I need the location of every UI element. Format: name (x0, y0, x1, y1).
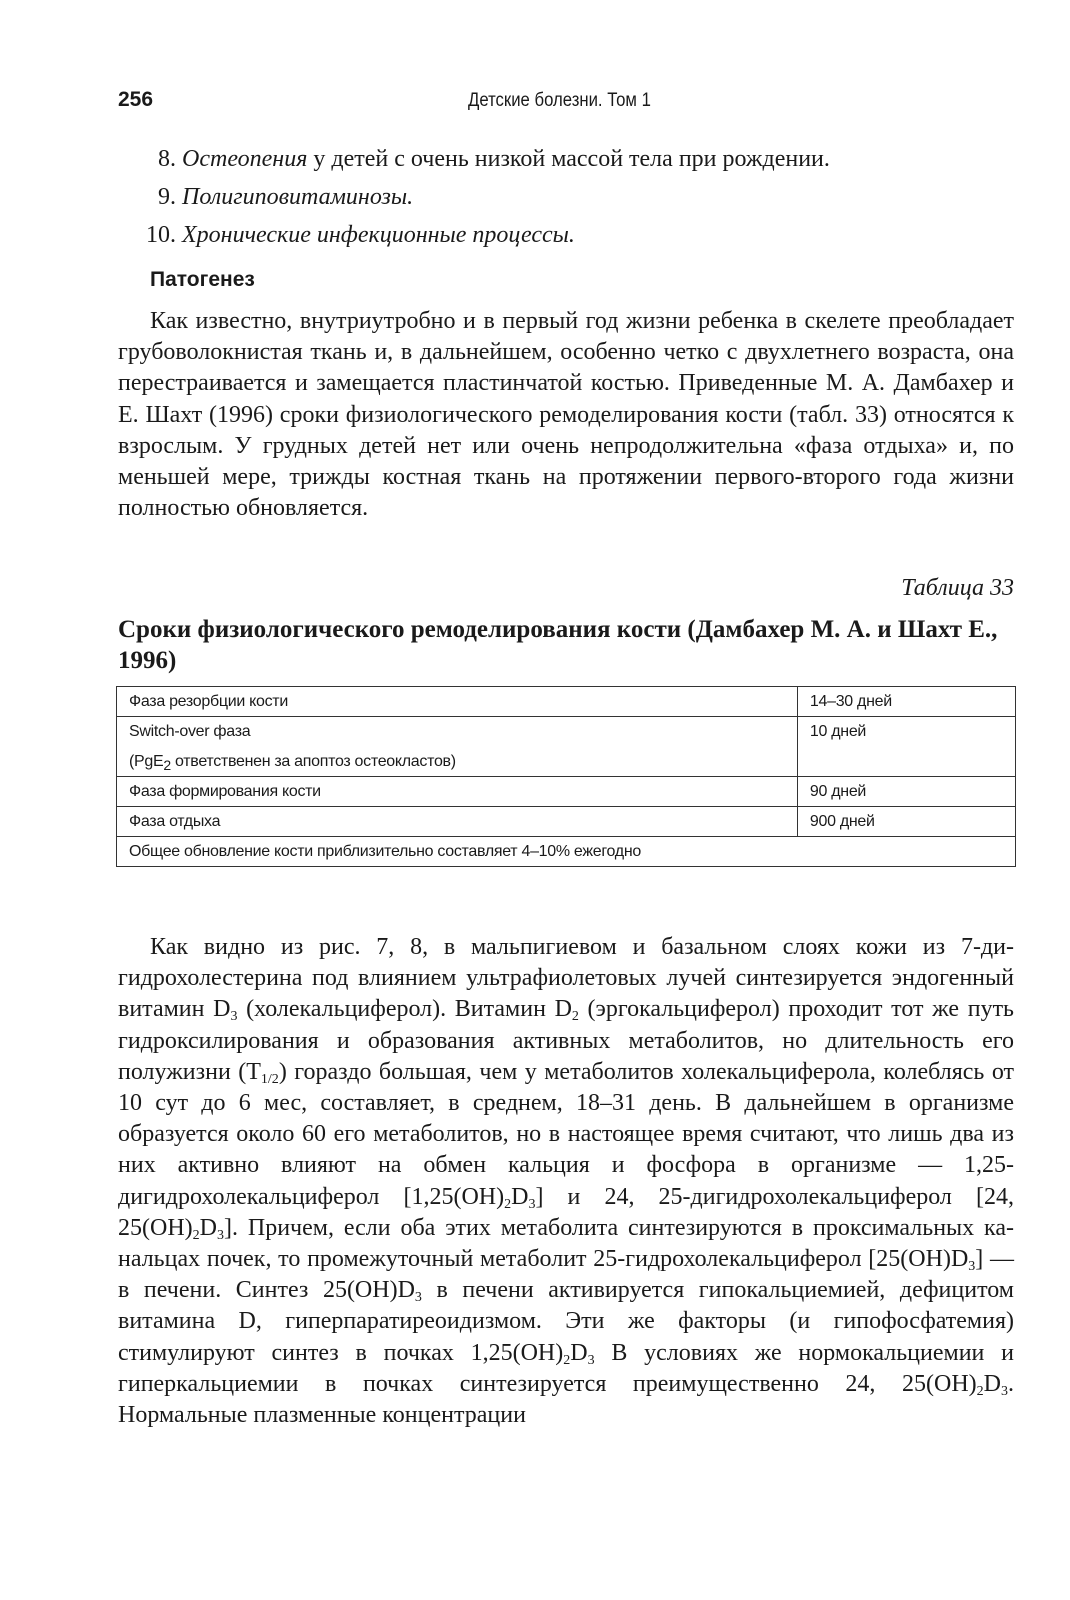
list-item-term: Хронические инфекционные процессы. (182, 222, 575, 248)
table-row (117, 777, 1016, 807)
list-item (118, 140, 1018, 178)
page-header (118, 88, 1018, 118)
table-row (117, 717, 1016, 777)
numbered-list (118, 140, 1018, 254)
note-subscript: 2 (163, 757, 171, 773)
table-footer-row (117, 837, 1016, 867)
table-cell-phase: Фаза формирования кости (117, 777, 798, 807)
list-item-term: Полигиповитаминозы. (182, 184, 414, 210)
note-pre: (PgE (129, 753, 164, 770)
table-cell-phase: Фаза резорбции кости (117, 687, 798, 717)
body-paragraph (118, 932, 1014, 1431)
list-item (118, 178, 1018, 216)
table-title: Сроки физиологического ремоделирования кости (Дамбахер М. А. и Шахт Е., 1996) (118, 616, 998, 674)
table-number-label: Таблица 33 (901, 575, 1014, 601)
table-row (117, 807, 1016, 837)
note-post: ответственен за апоптоз остеокластов) (170, 753, 456, 770)
table-cell-phase (117, 717, 798, 777)
table-cell-duration: 90 дней (797, 777, 1015, 807)
running-title: Детские болезни. Том 1 (468, 90, 651, 111)
table-row (117, 687, 1016, 717)
list-item-number: 10. (146, 222, 176, 248)
table-cell-phase: Фаза отдыха (117, 807, 798, 837)
list-item (118, 216, 1018, 254)
list-item-number: 8. (158, 146, 176, 172)
body-paragraph (118, 306, 1014, 524)
list-item-term: Остеопения (182, 146, 308, 172)
table-footer-cell: Общее обновление кости приблизительно составляет 4–10% ежегодно (117, 837, 1016, 867)
remodeling-table (116, 686, 1016, 867)
list-item-number: 9. (158, 184, 176, 210)
list-item-text: у детей с очень низкой массой тела при рождении. (307, 146, 830, 172)
paragraph-text: Как известно, внутриутробно и в первый год жизни ребенка в скелете преобладает грубоволокнистая ткань и, в дальнейшем, особенно четко с двухлетнего возраста, она перестраивается и замещается пластинчатой костью. Приведенные М. А. Дамбахер и Е. Шахт (1996) сроки физиологического ремоделирования кости (табл. 33) относятся к взрослым. У грудных детей нет или очень непродолжительна «фаза отдыха» и, по меньшей мере, трижды костная ткань на протяжении первого-второго года жизни полностью обновляется. (118, 308, 1014, 522)
phase-note (129, 753, 785, 771)
table-cell-duration: 10 дней (797, 717, 1015, 777)
section-heading: Патогенез (150, 268, 255, 291)
paragraph-text: Как видно из рис. 7, 8, в мальпигиевом и базальном слоях кожи из 7-дигидрохолестерина под влиянием ультрафиолетовых лучей синтезируется эндогенный витамин $D_3$ (холекальциферол). Витамин $D_2$ (эргокальциферол) проходит тот же путь гидроксилирования и образования активных метаболитов, но длительность его полужизни $(T_{1/2})$ гораздо большая, чем у метаболитов холекальциферола, колеблясь от 10 сут до 6 мес, составляет, в среднем, 18–31 день. В дальнейшем в организме образуется около 60 его метаболитов, но в настоящее время считают, что лишь два из них активно влияют на обмен кальция и фосфора в организме — 1,25-дигидрохолекальциферол $[1,25(OH)_2D_3]$ и 24, 25-дигидрохолекальциферол [24, $25(OH)_2D_3$]. Причем, если оба этих метаболита синтезируются в проксимальных канальцах почек, то промежуточный метаболит 25-гидрохолекальциферол $[25(OH)D_3]$ — в печени. Синтез $25(OH)D_3$ в печени активируется гипокальциемией, дефицитом витамина D, гиперпаратиреоидизмом. Эти же факторы (и гипофосфатемия) стимулируют синтез в почках $1,25(OH)_2D_3$ В условиях же нормокальциемии и гиперкальциемии в почках синтезируется преимущественно 24, $25(OH)_2D_3$. Нормальные плазменные концентрации (118, 934, 1015, 1429)
table-cell-duration: 900 дней (797, 807, 1015, 837)
phase-label: Switch-over фаза (129, 723, 251, 740)
page-number: 256 (118, 88, 154, 111)
table-cell-duration: 14–30 дней (797, 687, 1015, 717)
